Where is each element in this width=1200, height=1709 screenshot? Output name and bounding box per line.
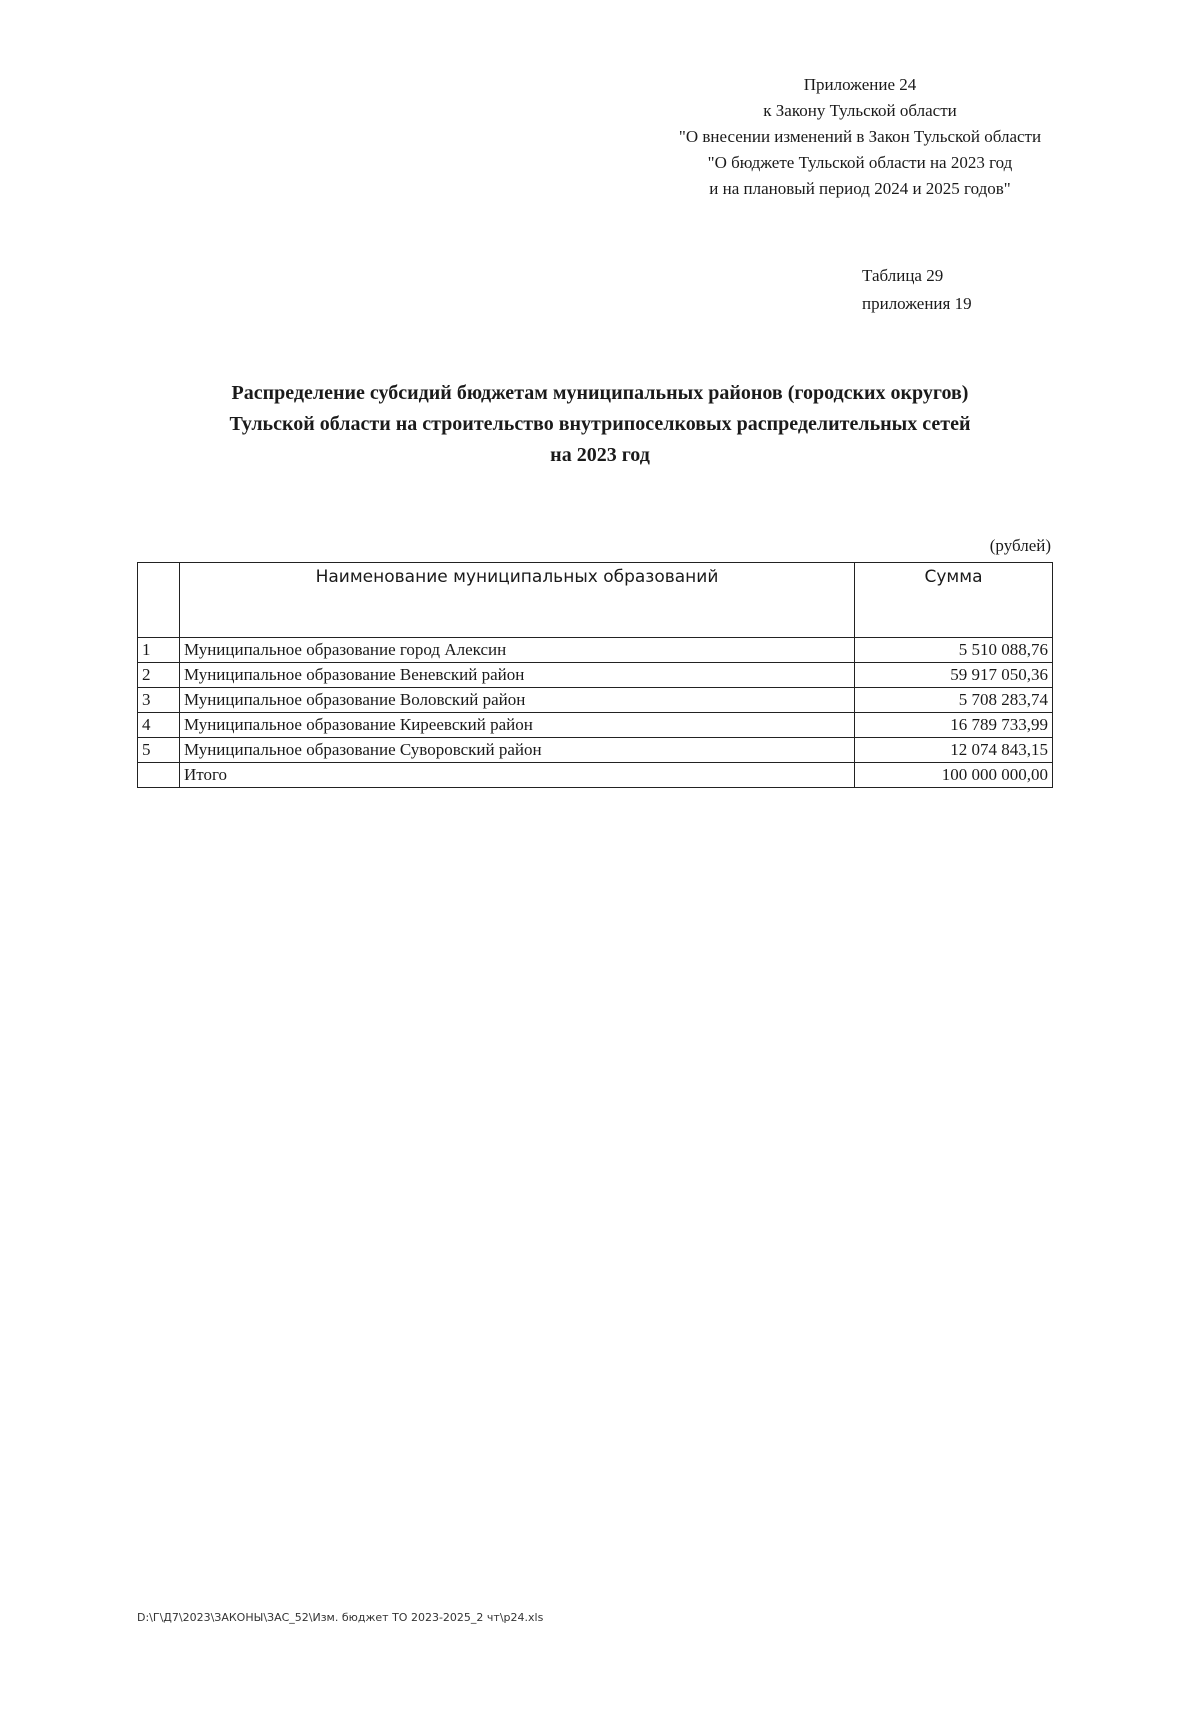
table-header-row: [138, 563, 1053, 638]
annex-line-1: Приложение 24: [803, 75, 917, 94]
annex-line-5: и на плановый период 2024 и 2025 годов": [709, 179, 1011, 198]
document-title: [100, 378, 1100, 471]
table-row: [138, 638, 1053, 663]
annex-line-3: "О внесении изменений в Закон Тульской области: [678, 127, 1042, 146]
units-label: (рублей): [989, 536, 1051, 555]
file-path-footer: D:\Г\Д7\2023\ЗАКОНЫ\ЗАС_52\Изм. бюджет ТО 2023-2025_2 чт\p24.xls: [137, 1611, 544, 1624]
total-number: [138, 763, 180, 788]
table-row: [138, 663, 1053, 688]
title-line-2: Тульской области на строительство внутрипоселковых распределительных сетей: [229, 413, 971, 435]
header-sum: Сумма: [855, 563, 1053, 638]
annex-line-2: к Закону Тульской области: [763, 101, 957, 120]
row-sum: 59 917 050,36: [855, 663, 1053, 688]
annex-line-4: "О бюджете Тульской области на 2023 год: [707, 153, 1013, 172]
table-row: [138, 713, 1053, 738]
row-sum: 5 510 088,76: [855, 638, 1053, 663]
row-number: 3: [138, 688, 180, 713]
row-name: Муниципальное образование Веневский район: [180, 663, 855, 688]
table-number: Таблица 29: [862, 266, 944, 285]
row-sum: 12 074 843,15: [855, 738, 1053, 763]
row-name: Муниципальное образование Воловский район: [180, 688, 855, 713]
total-label: Итого: [180, 763, 855, 788]
row-sum: 16 789 733,99: [855, 713, 1053, 738]
row-number: 2: [138, 663, 180, 688]
table-appendix-ref: приложения 19: [862, 294, 972, 313]
row-sum: 5 708 283,74: [855, 688, 1053, 713]
title-line-3: на 2023 год: [550, 444, 650, 466]
title-line-1: Распределение субсидий бюджетам муниципальных районов (городских округов): [231, 382, 969, 404]
header-num: [138, 563, 180, 638]
header-name: Наименование муниципальных образований: [180, 563, 855, 638]
table-row: [138, 738, 1053, 763]
table-row: [138, 688, 1053, 713]
row-name: Муниципальное образование Киреевский район: [180, 713, 855, 738]
annex-header: [600, 72, 1120, 202]
table-reference: [862, 262, 972, 318]
table-total-row: [138, 763, 1053, 788]
row-name: Муниципальное образование Суворовский район: [180, 738, 855, 763]
distribution-table: [137, 562, 1053, 788]
total-sum: 100 000 000,00: [855, 763, 1053, 788]
row-number: 1: [138, 638, 180, 663]
row-name: Муниципальное образование город Алексин: [180, 638, 855, 663]
row-number: 5: [138, 738, 180, 763]
row-number: 4: [138, 713, 180, 738]
